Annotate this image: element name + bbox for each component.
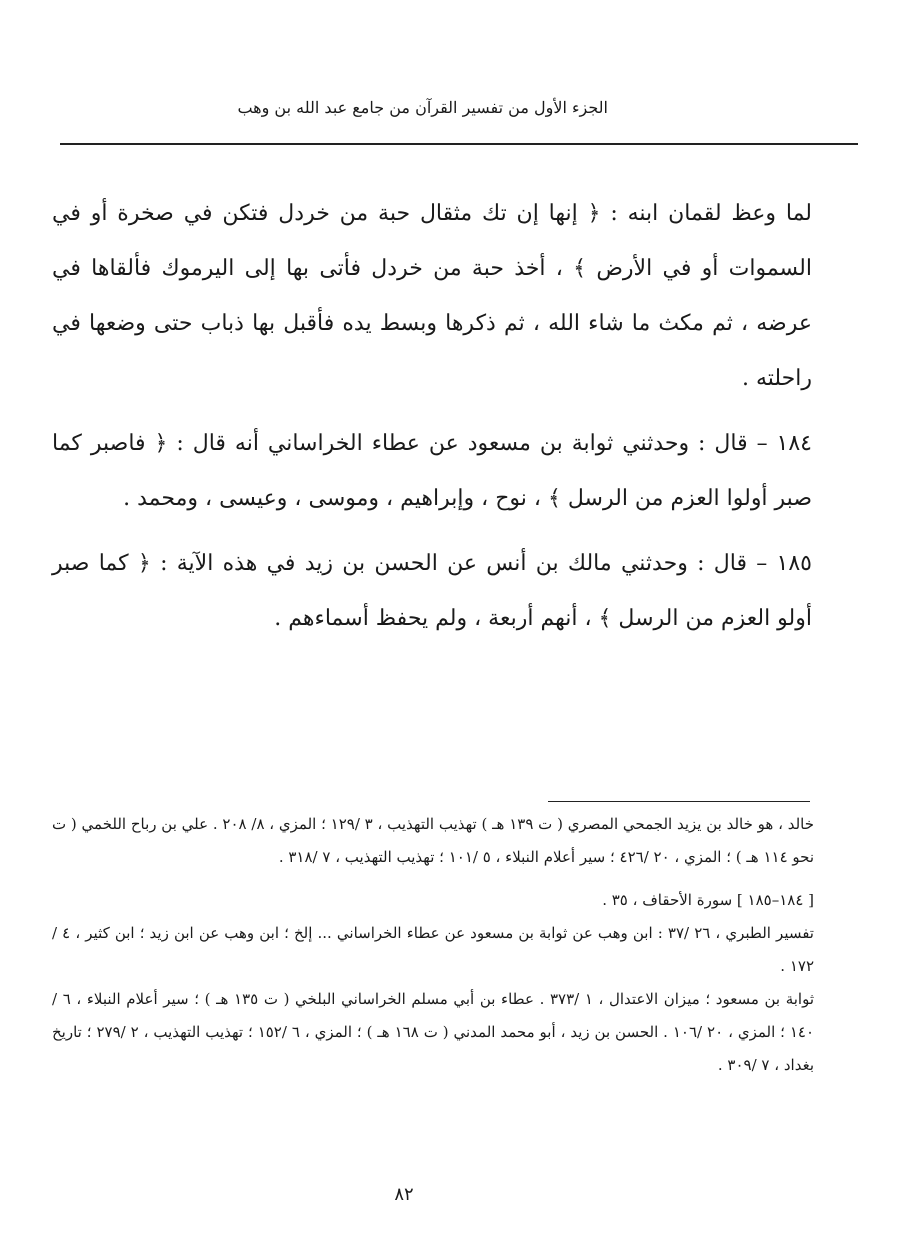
footnote-separator	[548, 801, 810, 802]
running-header: الجزء الأول من تفسير القرآن من جامع عبد الله بن وهب	[237, 98, 608, 117]
footnote-1: خالد ، هو خالد بن يزيد الجمحي المصري ( ت ١٣٩ هـ ) تهذيب التهذيب ، ٣ /١٢٩ ؛ المزي ، ٨/ ٢٠٨ . علي بن رباح اللخمي ( ت نحو ١١٤ هـ ) ؛ المزي ، ٢٠ /٤٢٦ ؛ سير أعلام النبلاء ، ٥ /١٠١ ؛ تهذيب التهذيب ، ٧ /٣١٨ .	[52, 815, 815, 866]
header-rule	[60, 143, 858, 145]
main-text	[52, 186, 812, 646]
paragraph-185: ١٨٥ – قال : وحدثني مالك بن أنس عن الحسن بن زيد في هذه الآية : ﴿ كما صبر أولو العزم من الرسل ﴾ ، أنهم أربعة ، ولم يحفظ أسماءهم .	[52, 551, 812, 631]
page-number: ٨٢	[394, 1184, 414, 1205]
paragraph-1: لما وعظ لقمان ابنه : ﴿ إنها إن تك مثقال حبة من خردل فتكن في صخرة أو في السموات أو في الأرض ﴾ ، أخذ حبة من خردل فأتى بها إلى اليرموك فألقاها في عرضه ، ثم مكث ما شاء الله ، ثم ذكرها وبسط يده فأقبل بها ذباب حتى وضعها في راحلته .	[52, 201, 812, 391]
footnote-2: [ ١٨٤–١٨٥ ] سورة الأحقاف ، ٣٥ .	[602, 891, 814, 909]
footnotes	[52, 808, 814, 1082]
footnote-3: تفسير الطبري ، ٢٦ /٣٧ : ابن وهب عن ثوابة بن مسعود عن عطاء الخراساني ... إلخ ؛ ابن وهب عن ابن زيد ؛ ابن كثير ، ٤ /١٧٢ .	[52, 924, 814, 975]
footnote-4: ثوابة بن مسعود ؛ ميزان الاعتدال ، ١ /٣٧٣ . عطاء بن أبي مسلم الخراساني البلخي ( ت ١٣٥ هـ ) ؛ سير أعلام النبلاء ، ٦ /١٤٠ ؛ المزي ، ٢٠ /١٠٦ . الحسن بن زيد ، أبو محمد المدني ( ت ١٦٨ هـ ) ؛ المزي ، ٦ /١٥٢ ؛ تهذيب التهذيب ، ٢ /٢٧٩ ؛ تاريخ بغداد ، ٧ /٣٠٩ .	[52, 990, 815, 1074]
paragraph-184: ١٨٤ – قال : وحدثني ثوابة بن مسعود عن عطاء الخراساني أنه قال : ﴿ فاصبر كما صبر أولوا العزم من الرسل ﴾ ، نوح ، وإبراهيم ، وموسى ، وعيسى ، ومحمد .	[52, 431, 812, 511]
